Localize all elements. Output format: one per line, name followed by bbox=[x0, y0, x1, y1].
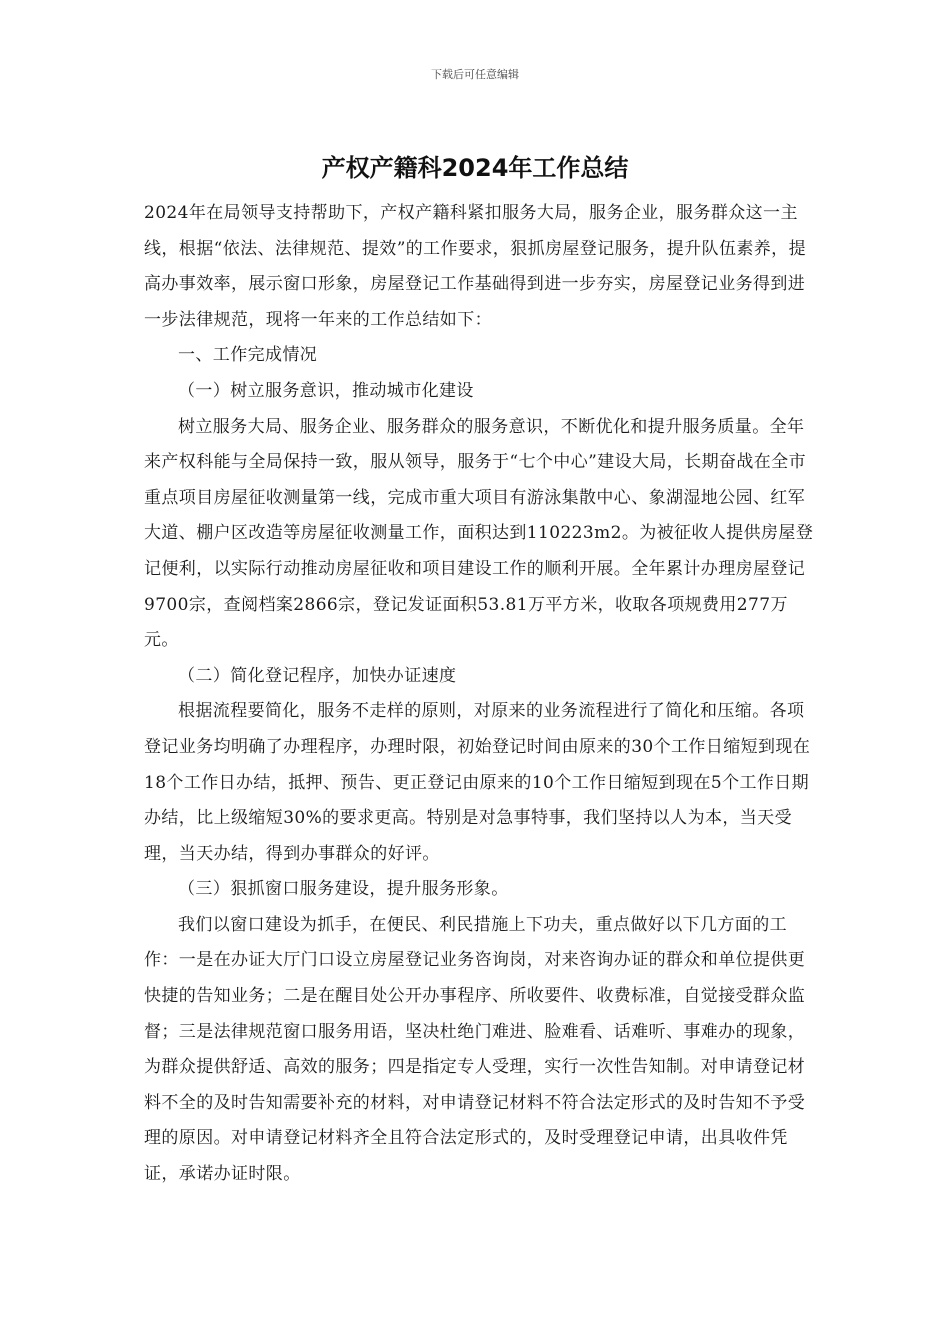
subsection-heading-3: （三）狠抓窗口服务建设，提升服务形象。 bbox=[178, 879, 509, 900]
intro-paragraph: 2024年在局领导支持帮助下，产权产籍科紧扣服务大局，服务企业，服务群众这一主线，根据“依法、法律规范、提效”的工作要求，狠抓房屋登记服务，提升队伍素养，提高办事效率，展示窗口形象，房屋登记工作基础得到进一步夯实，房屋登记业务得到进一步法律规范，现将一年来的工作总结如下： bbox=[144, 203, 806, 330]
header-note: 下载后可任意编辑 bbox=[431, 68, 519, 81]
document-body bbox=[144, 196, 814, 1193]
subsection-body-1: 树立服务大局、服务企业、服务群众的服务意识，不断优化和提升服务质量。全年来产权科能与全局保持一致，服从领导，服务于“七个中心”建设大局，长期奋战在全市重点项目房屋征收测量第一线，完成市重大项目有游泳集散中心、象湖湿地公园、红军大道、棚户区改造等房屋征收测量工作，面积达到110223m2。为被征收人提供房屋登记便利，以实际行动推动房屋征收和项目建设工作的顺利开展。全年累计办理房屋登记9700宗，查阅档案2866宗，登记发证面积53.81万平方米，收取各项规费用277万元。 bbox=[144, 416, 814, 651]
subsection-body-2: 根据流程要简化，服务不走样的原则，对原来的业务流程进行了简化和压缩。各项登记业务均明确了办理程序，办理时限，初始登记时间由原来的30个工作日缩短到现在18个工作日办结，抵押、预告、更正登记由原来的10个工作日缩短到现在5个工作日期办结，比上级缩短30%的要求更高。特别是对急事特事，我们坚持以人为本，当天受理，当天办结，得到办事群众的好评。 bbox=[144, 701, 811, 864]
subsection-heading-2: （二）简化登记程序，加快办证速度 bbox=[178, 665, 457, 686]
section-heading-1: 一、工作完成情况 bbox=[178, 345, 318, 366]
subsection-body-3: 我们以窗口建设为抓手，在便民、利民措施上下功夫，重点做好以下几方面的工作：一是在办证大厅门口设立房屋登记业务咨询岗，对来咨询办证的群众和单位提供更快捷的告知业务；二是在醒目处公开办事程序、所收要件、收费标准，自觉接受群众监督；三是法律规范窗口服务用语，坚决杜绝门难进、脸难看、话难听、事难办的现象，为群众提供舒适、高效的服务；四是指定专人受理，实行一次性告知制。对申请登记材料不全的及时告知需要补充的材料，对申请登记材料不符合法定形式的及时告知不予受理的原因。对申请登记材料齐全且符合法定形式的，及时受理登记申请，出具收件凭证，承诺办证时限。 bbox=[144, 914, 806, 1185]
subsection-heading-1: （一）树立服务意识，推动城市化建设 bbox=[178, 380, 474, 401]
document-title: 产权产籍科2024年工作总结 bbox=[321, 154, 629, 182]
